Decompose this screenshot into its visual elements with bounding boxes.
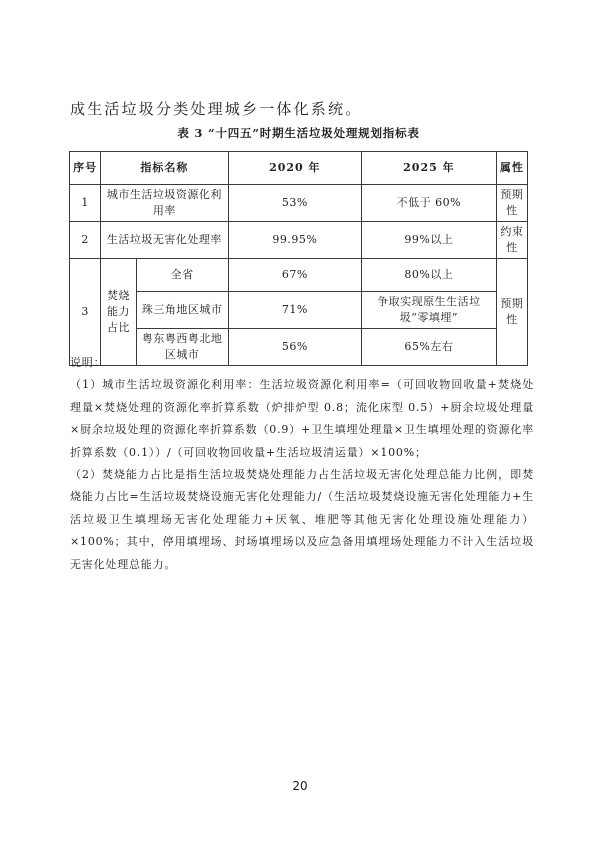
- indicator-table-container: [69, 151, 528, 366]
- header-2020: 2020 年: [228, 152, 362, 185]
- note-item-1: （1）城市生活垃圾资源化利用率：生活垃圾资源化利用率=（可回收物回收量+焚烧处理量×焚烧处理的资源化率折算系数（炉排炉型 0.8；流化床型 0.5）+厨余垃圾处理量×厨余垃圾处理的资源化率折算系数（0.9）+卫生填埋处理量×卫生填埋处理的资源化率折算系数（0.1））/（可回收物回收量+生活垃圾清运量）×100%；: [70, 378, 534, 459]
- header-index: 序号: [70, 152, 101, 185]
- row3-sub1-2025: 80%以上: [362, 258, 497, 291]
- header-attribute: 属性: [496, 152, 527, 185]
- row3-sub2-2025: 争取实现原生生活垃圾“零填埋”: [362, 291, 497, 328]
- table-row: [70, 185, 528, 222]
- row2-name: 生活垃圾无害化处理率: [101, 221, 228, 258]
- table-row: [70, 258, 528, 291]
- row3-attr: 预期性: [496, 258, 527, 365]
- table-header-row: [70, 152, 528, 185]
- notes-section: [70, 352, 534, 576]
- notes-label: 说明：: [70, 356, 106, 369]
- row3-sub2-2020: 71%: [228, 291, 362, 328]
- indicator-table: [69, 151, 528, 366]
- row3-sub3-2020: 56%: [228, 328, 362, 365]
- header-name: 指标名称: [101, 152, 228, 185]
- table-caption: 表 3 “十四五”时期生活垃圾处理规划指标表: [177, 126, 420, 140]
- row1-index: 1: [70, 185, 101, 222]
- row3-sub2-region: 珠三角地区城市: [136, 291, 228, 328]
- intro-paragraph: 成生活垃圾分类处理城乡一体化系统。: [70, 100, 363, 118]
- row3-sub1-2020: 67%: [228, 258, 362, 291]
- row2-2025: 99%以上: [362, 221, 497, 258]
- header-2025: 2025 年: [362, 152, 497, 185]
- row2-attr: 约束性: [496, 221, 527, 258]
- row1-2020: 53%: [228, 185, 362, 222]
- row1-2025: 不低于 60%: [362, 185, 497, 222]
- row3-sub3-2025: 65%左右: [362, 328, 497, 365]
- row2-2020: 99.95%: [228, 221, 362, 258]
- row3-name: 焚烧能力占比: [101, 258, 136, 365]
- page-number: 20: [292, 779, 308, 793]
- table-row: [70, 221, 528, 258]
- row3-sub3-region: 粤东粤西粤北地区城市: [136, 328, 228, 365]
- row1-attr: 预期性: [496, 185, 527, 222]
- row3-index: 3: [70, 258, 101, 365]
- row2-index: 2: [70, 221, 101, 258]
- row3-sub1-region: 全省: [136, 258, 228, 291]
- note-item-2: （2）焚烧能力占比是指生活垃圾焚烧处理能力占生活垃圾无害化处理总能力比例，即焚烧能力占比=生活垃圾焚烧设施无害化处理能力/（生活垃圾焚烧设施无害化处理能力+生活垃圾卫生填埋场无害化处理能力+厌氧、堆肥等其他无害化处理设施处理能力）×100%；其中，停用填埋场、封场填埋场以及应急备用填埋场处理能力不计入生活垃圾无害化处理总能力。: [70, 468, 534, 571]
- row1-name: 城市生活垃圾资源化利用率: [101, 185, 228, 222]
- table-row: [70, 291, 528, 328]
